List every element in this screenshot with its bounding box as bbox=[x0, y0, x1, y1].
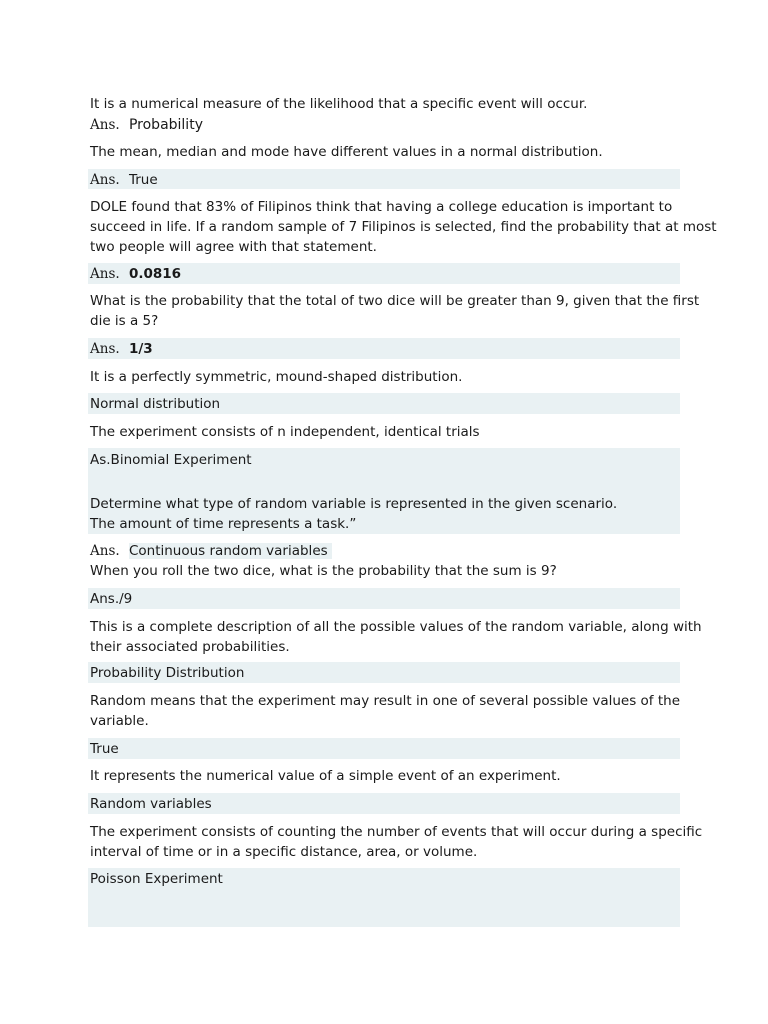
question-7-line-2: The amount of time represents a task.” bbox=[90, 516, 357, 532]
answer-8: Ans./9 bbox=[90, 591, 133, 607]
answer-1 bbox=[90, 115, 203, 135]
answer-7-value: Continuous random variables bbox=[129, 543, 332, 559]
answer-6: As.Binomial Experiment bbox=[90, 452, 252, 468]
answer-1-value: Probability bbox=[128, 117, 203, 133]
answer-8-band bbox=[88, 588, 680, 609]
question-3-line-3: two people will agree with that statement. bbox=[90, 239, 377, 255]
question-7 bbox=[90, 494, 617, 534]
question-5: It is a perfectly symmetric, mound-shaped distribution. bbox=[90, 369, 463, 385]
question-10-line-2: variable. bbox=[90, 713, 149, 729]
answer-7-prefix: Ans. bbox=[90, 543, 120, 559]
answer-3-prefix: Ans. bbox=[90, 266, 120, 282]
answer-2-prefix: Ans. bbox=[90, 172, 120, 188]
question-10-line-1: Random means that the experiment may result in one of several possible values of the bbox=[90, 693, 680, 709]
answer-12: Poisson Experiment bbox=[90, 871, 223, 887]
question-9-line-2: their associated probabilities. bbox=[90, 639, 290, 655]
question-3-line-2: succeed in life. If a random sample of 7 Filipinos is selected, find the probability that at most bbox=[90, 219, 717, 235]
answer-11: Random variables bbox=[90, 796, 212, 812]
answer-4-band bbox=[88, 338, 680, 359]
question-12-line-1: The experiment consists of counting the number of events that will occur during a specific bbox=[90, 824, 703, 840]
question-11: It represents the numerical value of a simple event of an experiment. bbox=[90, 768, 561, 784]
question-4-line-1: What is the probability that the total of two dice will be greater than 9, given that the first bbox=[90, 293, 700, 309]
question-4 bbox=[90, 291, 699, 331]
answer-10-band bbox=[88, 738, 680, 759]
question-12 bbox=[90, 822, 702, 862]
question-9 bbox=[90, 617, 702, 657]
question-6: The experiment consists of n independent, identical trials bbox=[90, 424, 480, 440]
answer-7 bbox=[90, 541, 332, 561]
question-10 bbox=[90, 691, 680, 731]
question-3-line-1: DOLE found that 83% of Filipinos think that having a college education is important to bbox=[90, 199, 673, 215]
answer-3-value: 0.0816 bbox=[128, 266, 182, 282]
question-1: It is a numerical measure of the likelihood that a specific event will occur. bbox=[90, 96, 588, 112]
answer-1-prefix: Ans. bbox=[90, 117, 120, 133]
question-12-line-2: interval of time or in a specific distance, area, or volume. bbox=[90, 844, 478, 860]
answer-4-value: 1/3 bbox=[128, 341, 153, 357]
question-9-line-1: This is a complete description of all the possible values of the random variable, along with bbox=[90, 619, 702, 635]
question-8: When you roll the two dice, what is the probability that the sum is 9? bbox=[90, 563, 557, 579]
answer-10: True bbox=[90, 741, 119, 757]
answer-2-band bbox=[88, 169, 680, 189]
answer-2 bbox=[90, 170, 158, 190]
question-3 bbox=[90, 197, 717, 257]
question-7-line-1: Determine what type of random variable is represented in the given scenario. bbox=[90, 496, 618, 512]
question-2: The mean, median and mode have different values in a normal distribution. bbox=[90, 144, 603, 160]
answer-2-value: True bbox=[128, 172, 158, 188]
question-4-line-2: die is a 5? bbox=[90, 313, 159, 329]
answer-5: Normal distribution bbox=[90, 396, 221, 412]
answer-3 bbox=[90, 264, 181, 284]
answer-4-prefix: Ans. bbox=[90, 341, 120, 357]
answer-9: Probability Distribution bbox=[90, 665, 245, 681]
answer-4 bbox=[90, 339, 153, 359]
